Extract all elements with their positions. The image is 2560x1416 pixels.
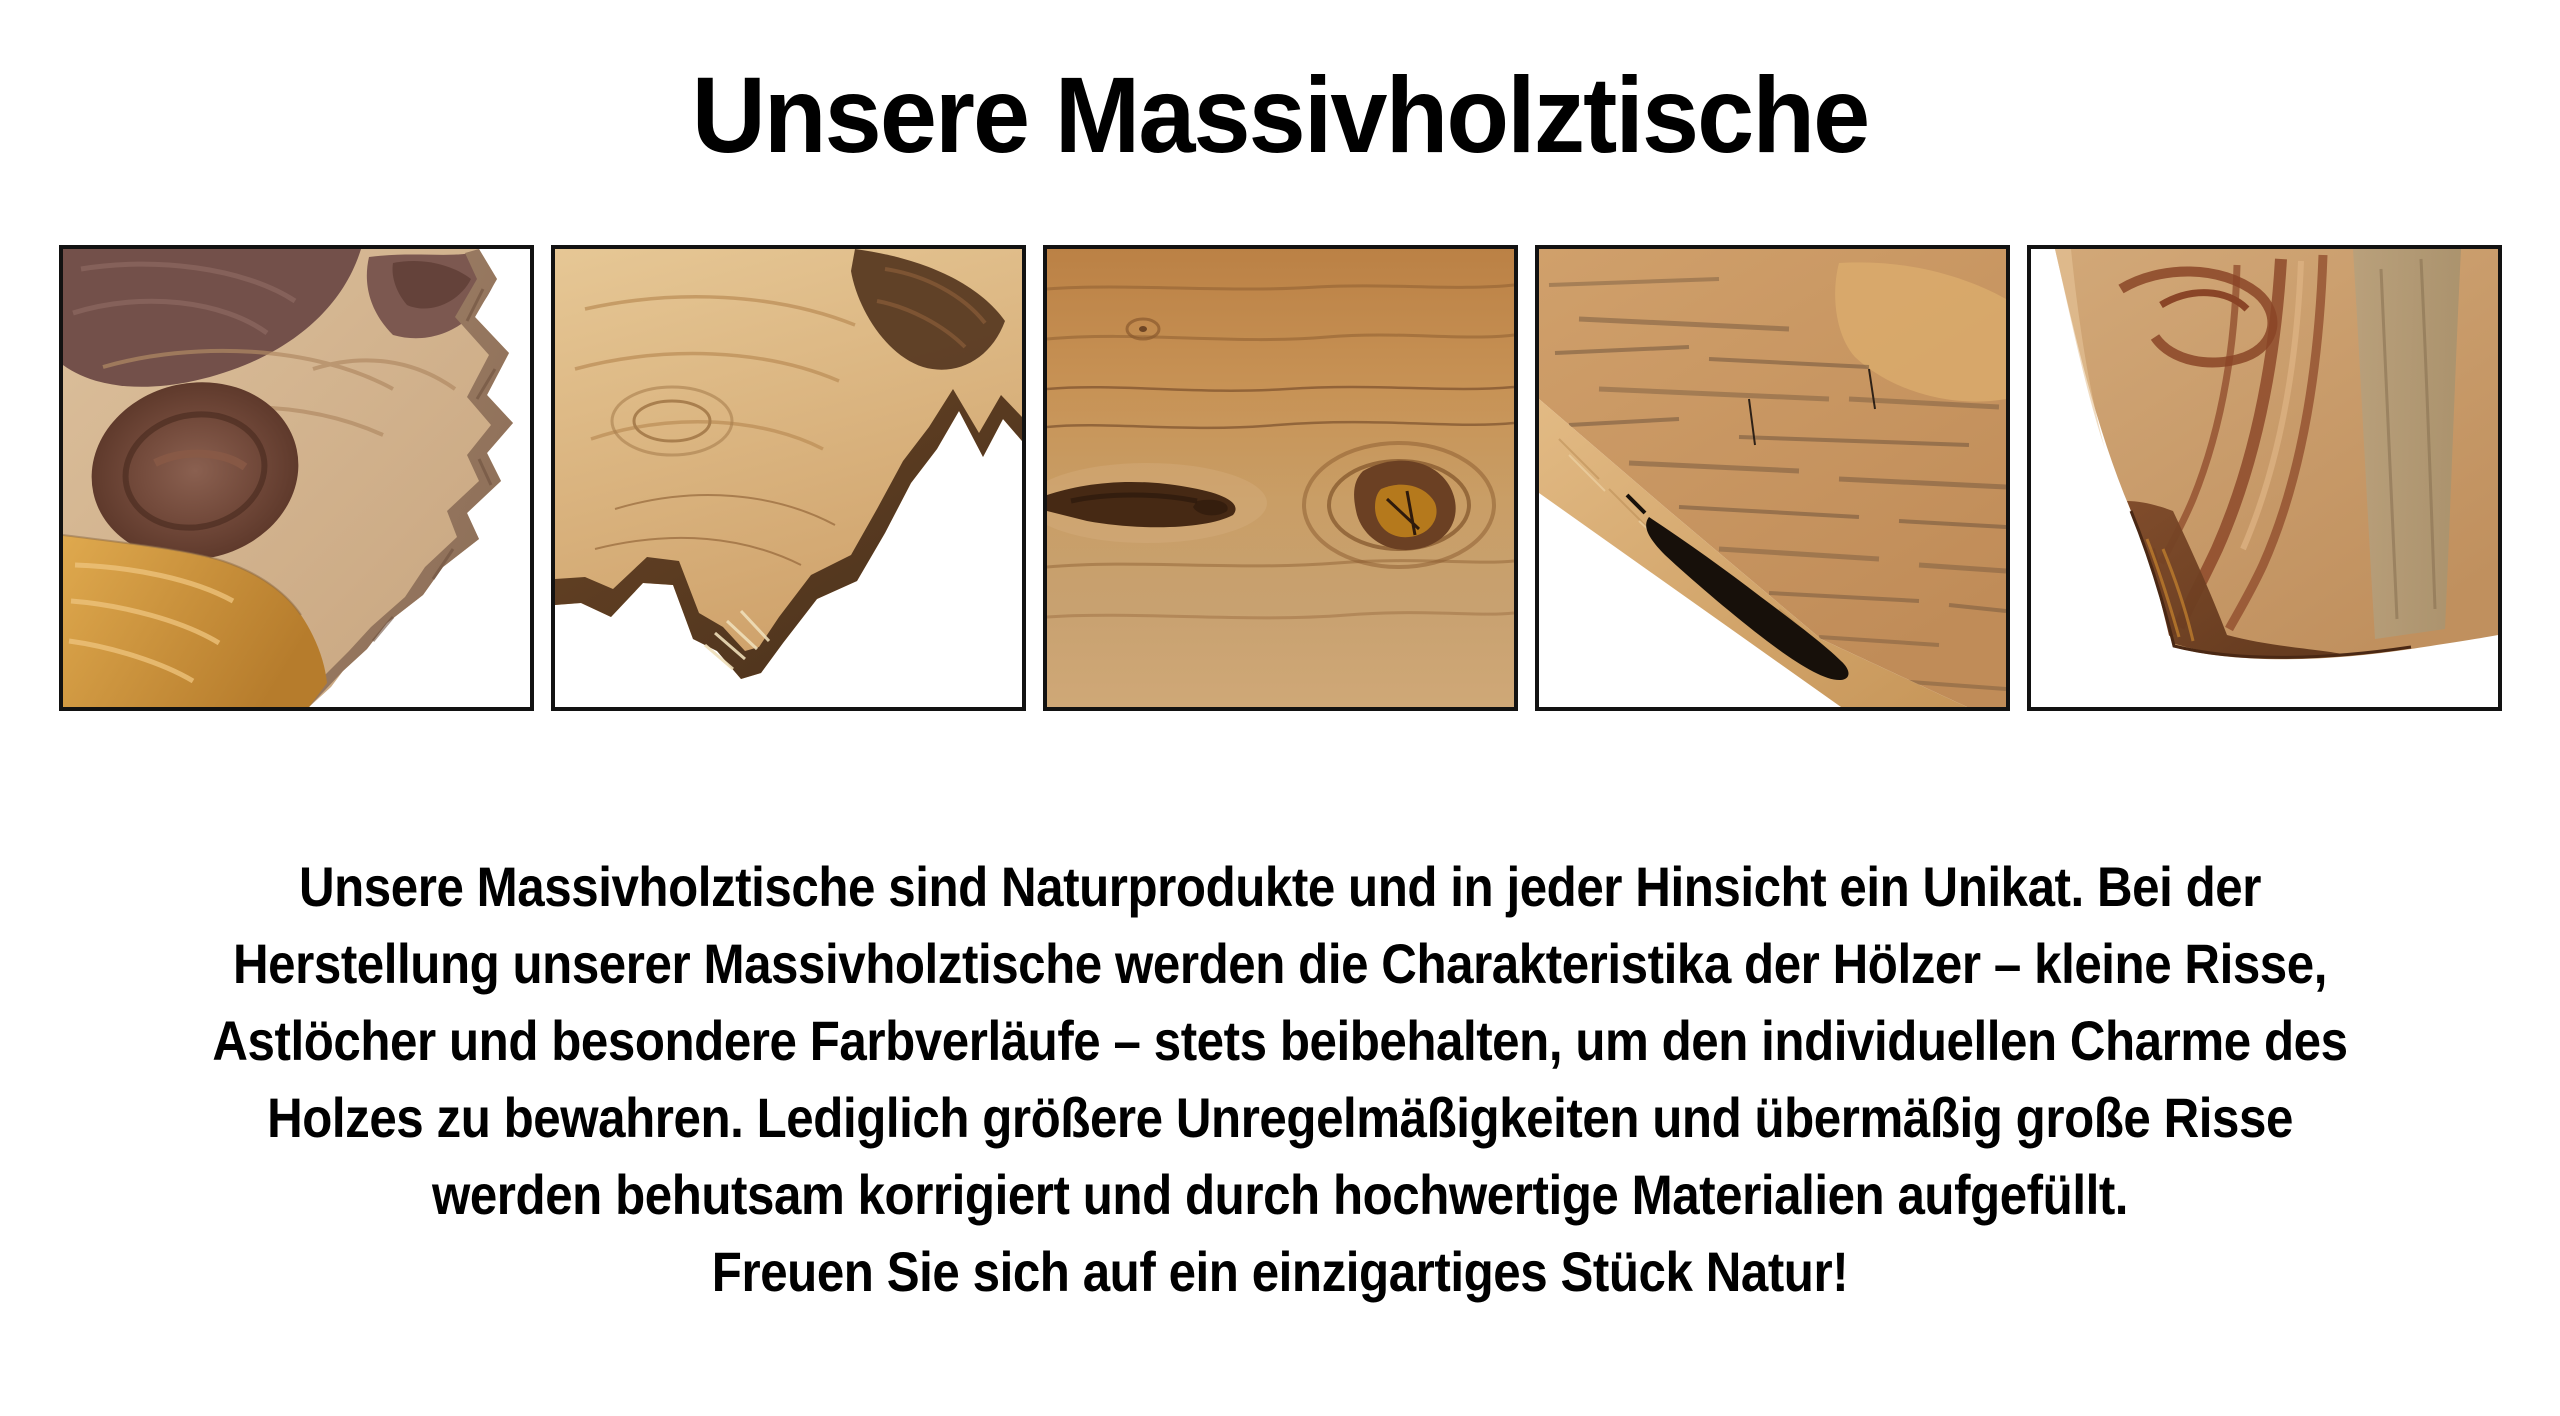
- wood-gallery: [0, 245, 2560, 711]
- description-line-2: Herstellung unserer Massivholztische werden die Charakteristika der Hölzer – kleine Risse,: [233, 932, 2327, 995]
- wood-photo-5: [2031, 249, 2498, 707]
- description-line-4: Holzes zu bewahren. Lediglich größere Unregelmäßigkeiten und übermäßig große Risse: [267, 1086, 2293, 1149]
- wood-photo-frame-3: [1043, 245, 1518, 711]
- wood-photo-1: [63, 249, 530, 707]
- wood-photo-3: [1047, 249, 1514, 707]
- page-title: Unsere Massivholztische: [691, 54, 1869, 175]
- wood-photo-frame-5: [2027, 245, 2502, 711]
- description-paragraph: [0, 848, 2560, 1310]
- wood-photo-frame-4: [1535, 245, 2010, 711]
- description-line-5: werden behutsam korrigiert und durch hochwertige Materialien aufgefüllt.: [431, 1163, 2129, 1226]
- wood-photo-frame-2: [551, 245, 1026, 711]
- description-line-3: Astlöcher und besondere Farbverläufe – stets beibehalten, um den individuellen Charme des: [212, 1009, 2348, 1072]
- wood-photo-2: [555, 249, 1022, 707]
- wood-photo-4: [1539, 249, 2006, 707]
- wood-photo-frame-1: [59, 245, 534, 711]
- description-line-1: Unsere Massivholztische sind Naturprodukte und in jeder Hinsicht ein Unikat. Bei der: [298, 855, 2262, 918]
- description-line-6: Freuen Sie sich auf ein einzigartiges Stück Natur!: [711, 1240, 1849, 1303]
